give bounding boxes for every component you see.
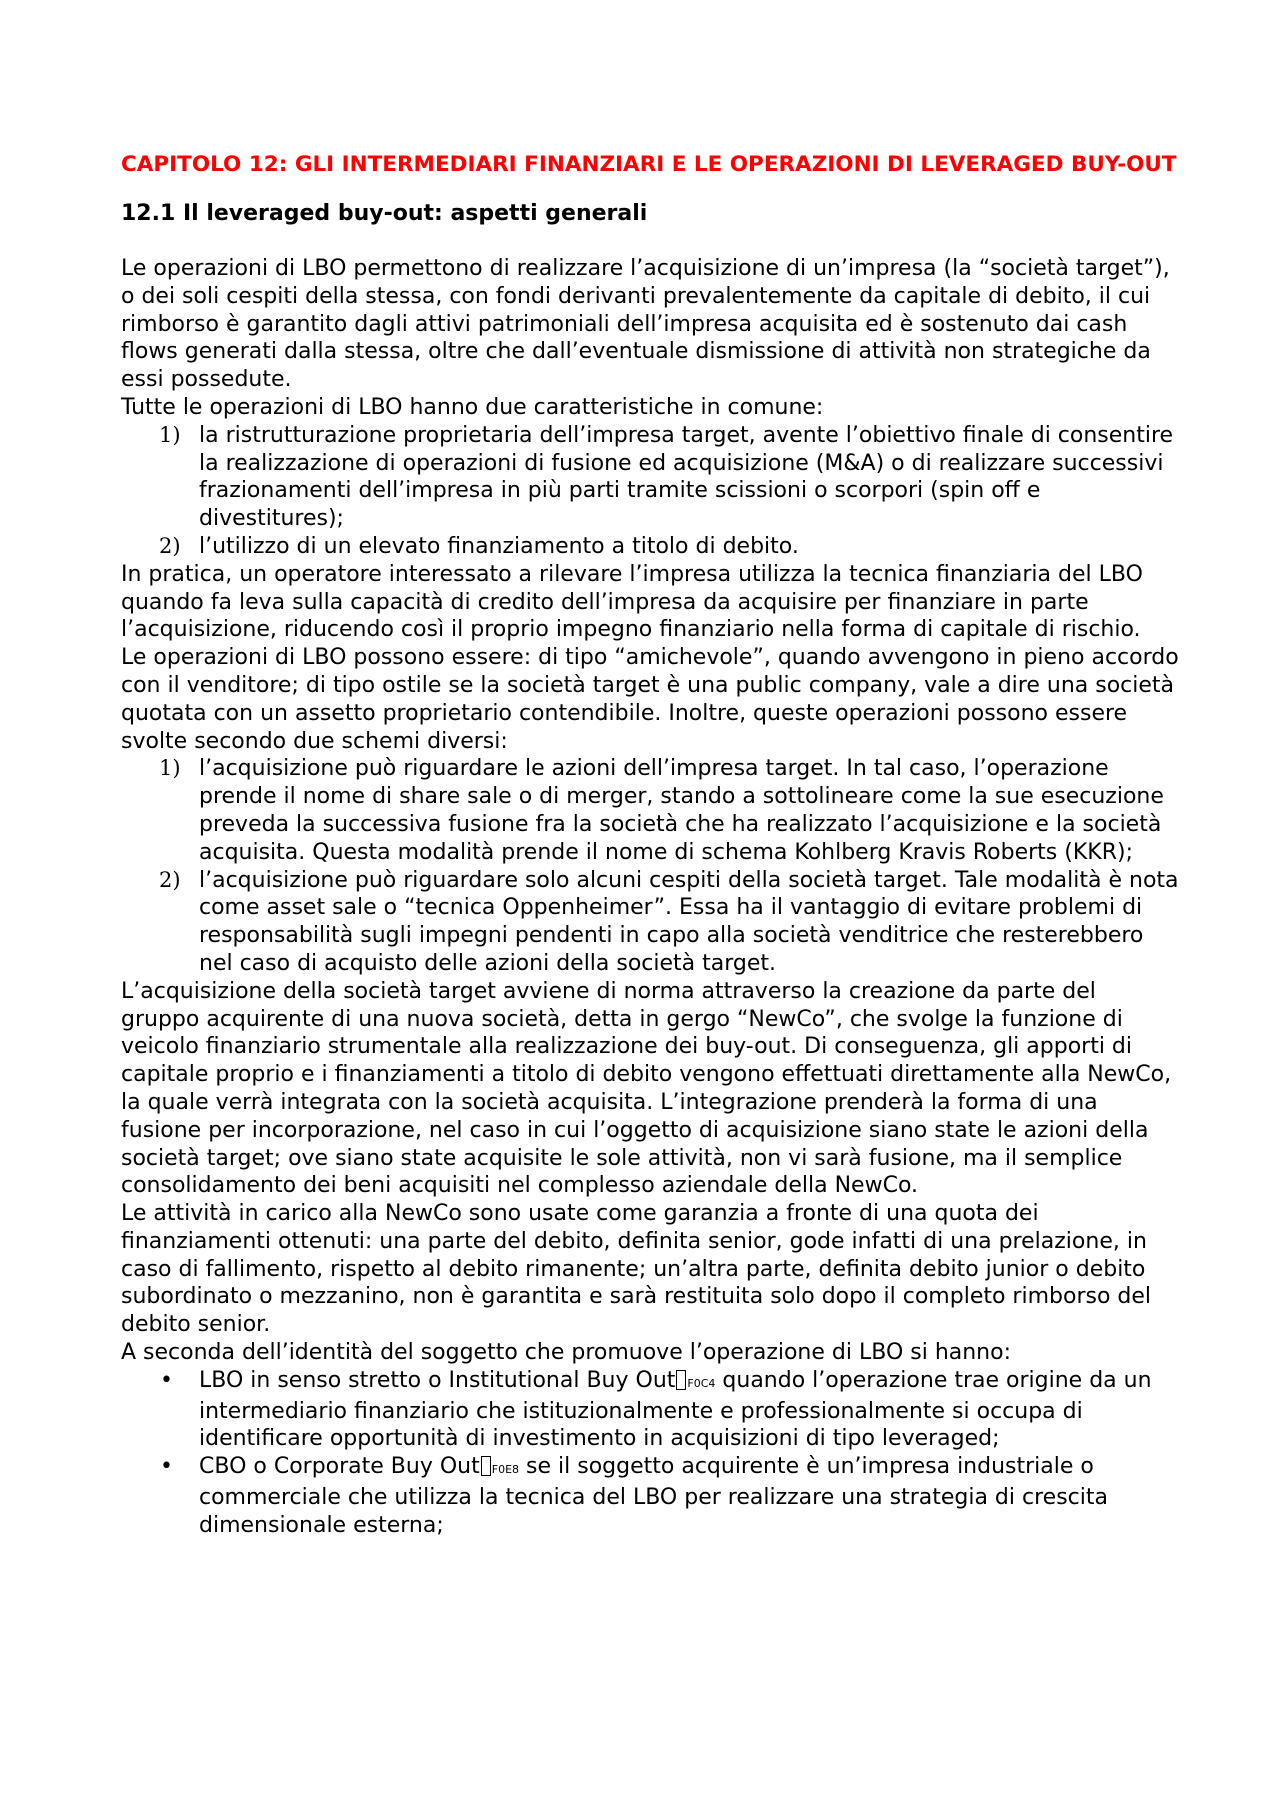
list-number: 1) [159,422,181,447]
glyph-code: F0E8 [491,1463,520,1477]
bullet-item-text [199,1367,1181,1453]
numbered-list-schemes [121,755,1181,977]
list-item-text: l’utilizzo di un elevato finanziamento a titolo di debito. [199,533,799,559]
bullet-item-text [199,1453,1181,1539]
section-title: 12.1 Il leveraged buy-out: aspetti generali [121,201,648,226]
paragraph: Le operazioni di LBO possono essere: di tipo “amichevole”, quando avvengono in pieno accordo con il venditore; di tipo ostile se la società target è una public company, vale a dire una società quotata con un assetto proprietario contendibile. Inoltre, queste operazioni possono essere svolte secondo due schemi diversi: [121,645,1179,754]
list-number: 1) [159,756,181,781]
bullet-icon: • [160,1367,173,1393]
bullet-list-buyout-types [121,1367,1181,1540]
paragraph: Tutte le operazioni di LBO hanno due caratteristiche in comune: [121,394,824,420]
list-item-text: la ristrutturazione proprietaria dell’impresa target, avente l’obiettivo finale di consentire la realizzazione di operazioni di fusione ed acquisizione (M&A) o di realizzare successivi frazionamenti dell’impresa in più parti tramite scissioni o scorpori (spin off e divestitures); [199,422,1174,532]
body-text [121,255,1181,1540]
bullet-icon: • [160,1454,173,1480]
bullet-item-rest: quando l’operazione trae origine da un intermediario finanziario che istituzionalmente e professionalmente si occupa di identificare opportunità di investimento in acquisizioni di tipo leveraged; [199,1367,1152,1452]
paragraph: In pratica, un operatore interessato a rilevare l’impresa utilizza la tecnica finanziaria del LBO quando fa leva sulla capacità di credito dell’impresa da acquisire per finanziare in parte l’acquisizione, riducendo così il proprio impegno finanziario nella forma di capitale di rischio. [121,561,1143,643]
list-item-text: l’acquisizione può riguardare le azioni dell’impresa target. In tal caso, l’operazione prende il nome di share sale o di merger, stando a sottolineare come la sue esecuzione preveda la successiva fusione fra la società che ha realizzato l’acquisizione e la società acquisita. Questa modalità prende il nome di schema Kohlberg Kravis Roberts (KKR); [199,756,1164,865]
list-item [121,422,1181,533]
bullet-item-lead: LBO in senso stretto o Institutional Buy Out [199,1367,676,1393]
document-content [121,151,1181,1540]
glyph-code: F0C4 [687,1376,716,1390]
chapter-title: CAPITOLO 12: GLI INTERMEDIARI FINANZIARI E LE OPERAZIONI DI LEVERAGED BUY-OUT [121,152,1177,177]
paragraph: A seconda dell’identità del soggetto che promuove l’operazione di LBO si hanno: [121,1340,1012,1366]
list-item [121,755,1181,866]
paragraph: Le attività in carico alla NewCo sono usate come garanzia a fronte di una quota dei finanziamenti ottenuti: una parte del debito, definita senior, gode infatti di una prelazione, in caso di fallimento, rispetto al debito rimanente; un’altra parte, definita debito junior o debito subordinato o mezzanino, non è garantita e sarà restituita solo dopo il completo rimborso del debito senior. [121,1201,1152,1338]
list-item [121,533,1181,561]
list-number: 2) [159,533,181,558]
paragraph: Le operazioni di LBO permettono di realizzare l’acquisizione di un’impresa (la “società target”), o dei soli cespiti della stessa, con fondi derivanti prevalentemente da capitale di debito, il cui rimborso è garantito dagli attivi patrimoniali dell’impresa acquisita ed è sostenuto dai cash flows generati dalla stessa, oltre che dall’eventuale dismissione di attività non strategiche da essi possedute. [121,256,1170,393]
paragraph: L’acquisizione della società target avviene di norma attraverso la creazione da parte del gruppo acquirente di una nuova società, detta in gergo “NewCo”, che svolge la funzione di veicolo finanziario strumentale alla realizzazione dei buy-out. Di conseguenza, gli apporti di capitale proprio e i finanziamenti a titolo di debito vengono effettuati direttamente alla NewCo, la quale verrà integrata con la società acquisita. L’integrazione prenderà la forma di una fusione per incorporazione, nel caso in cui l’oggetto di acquisizione siano state le azioni della società target; ove siano state acquisite le sole attività, non vi sarà fusione, ma il semplice consolidamento dei beni acquisiti nel complesso aziendale della NewCo. [121,978,1172,1199]
list-item-text: l’acquisizione può riguardare solo alcuni cespiti della società target. Tale modalità è nota come asset sale o “tecnica Oppenheimer”. Essa ha il vantaggio di evitare problemi di responsabilità sugli impegni pendenti in capo alla società venditrice che resterebbero nel caso di acquisto delle azioni della società target. [199,867,1179,976]
list-item [121,867,1181,978]
bullet-item [121,1367,1181,1453]
bullet-item-rest: se il soggetto acquirente è un’impresa industriale o commerciale che utilizza la tecnica del LBO per realizzare una strategia di crescita dimensionale esterna; [199,1454,1108,1538]
missing-glyph-icon [481,1456,491,1476]
list-number: 2) [159,867,181,892]
numbered-list-characteristics [121,422,1181,561]
bullet-item [121,1453,1181,1539]
missing-glyph-icon [676,1370,686,1390]
bullet-item-lead: CBO o Corporate Buy Out [199,1454,480,1480]
